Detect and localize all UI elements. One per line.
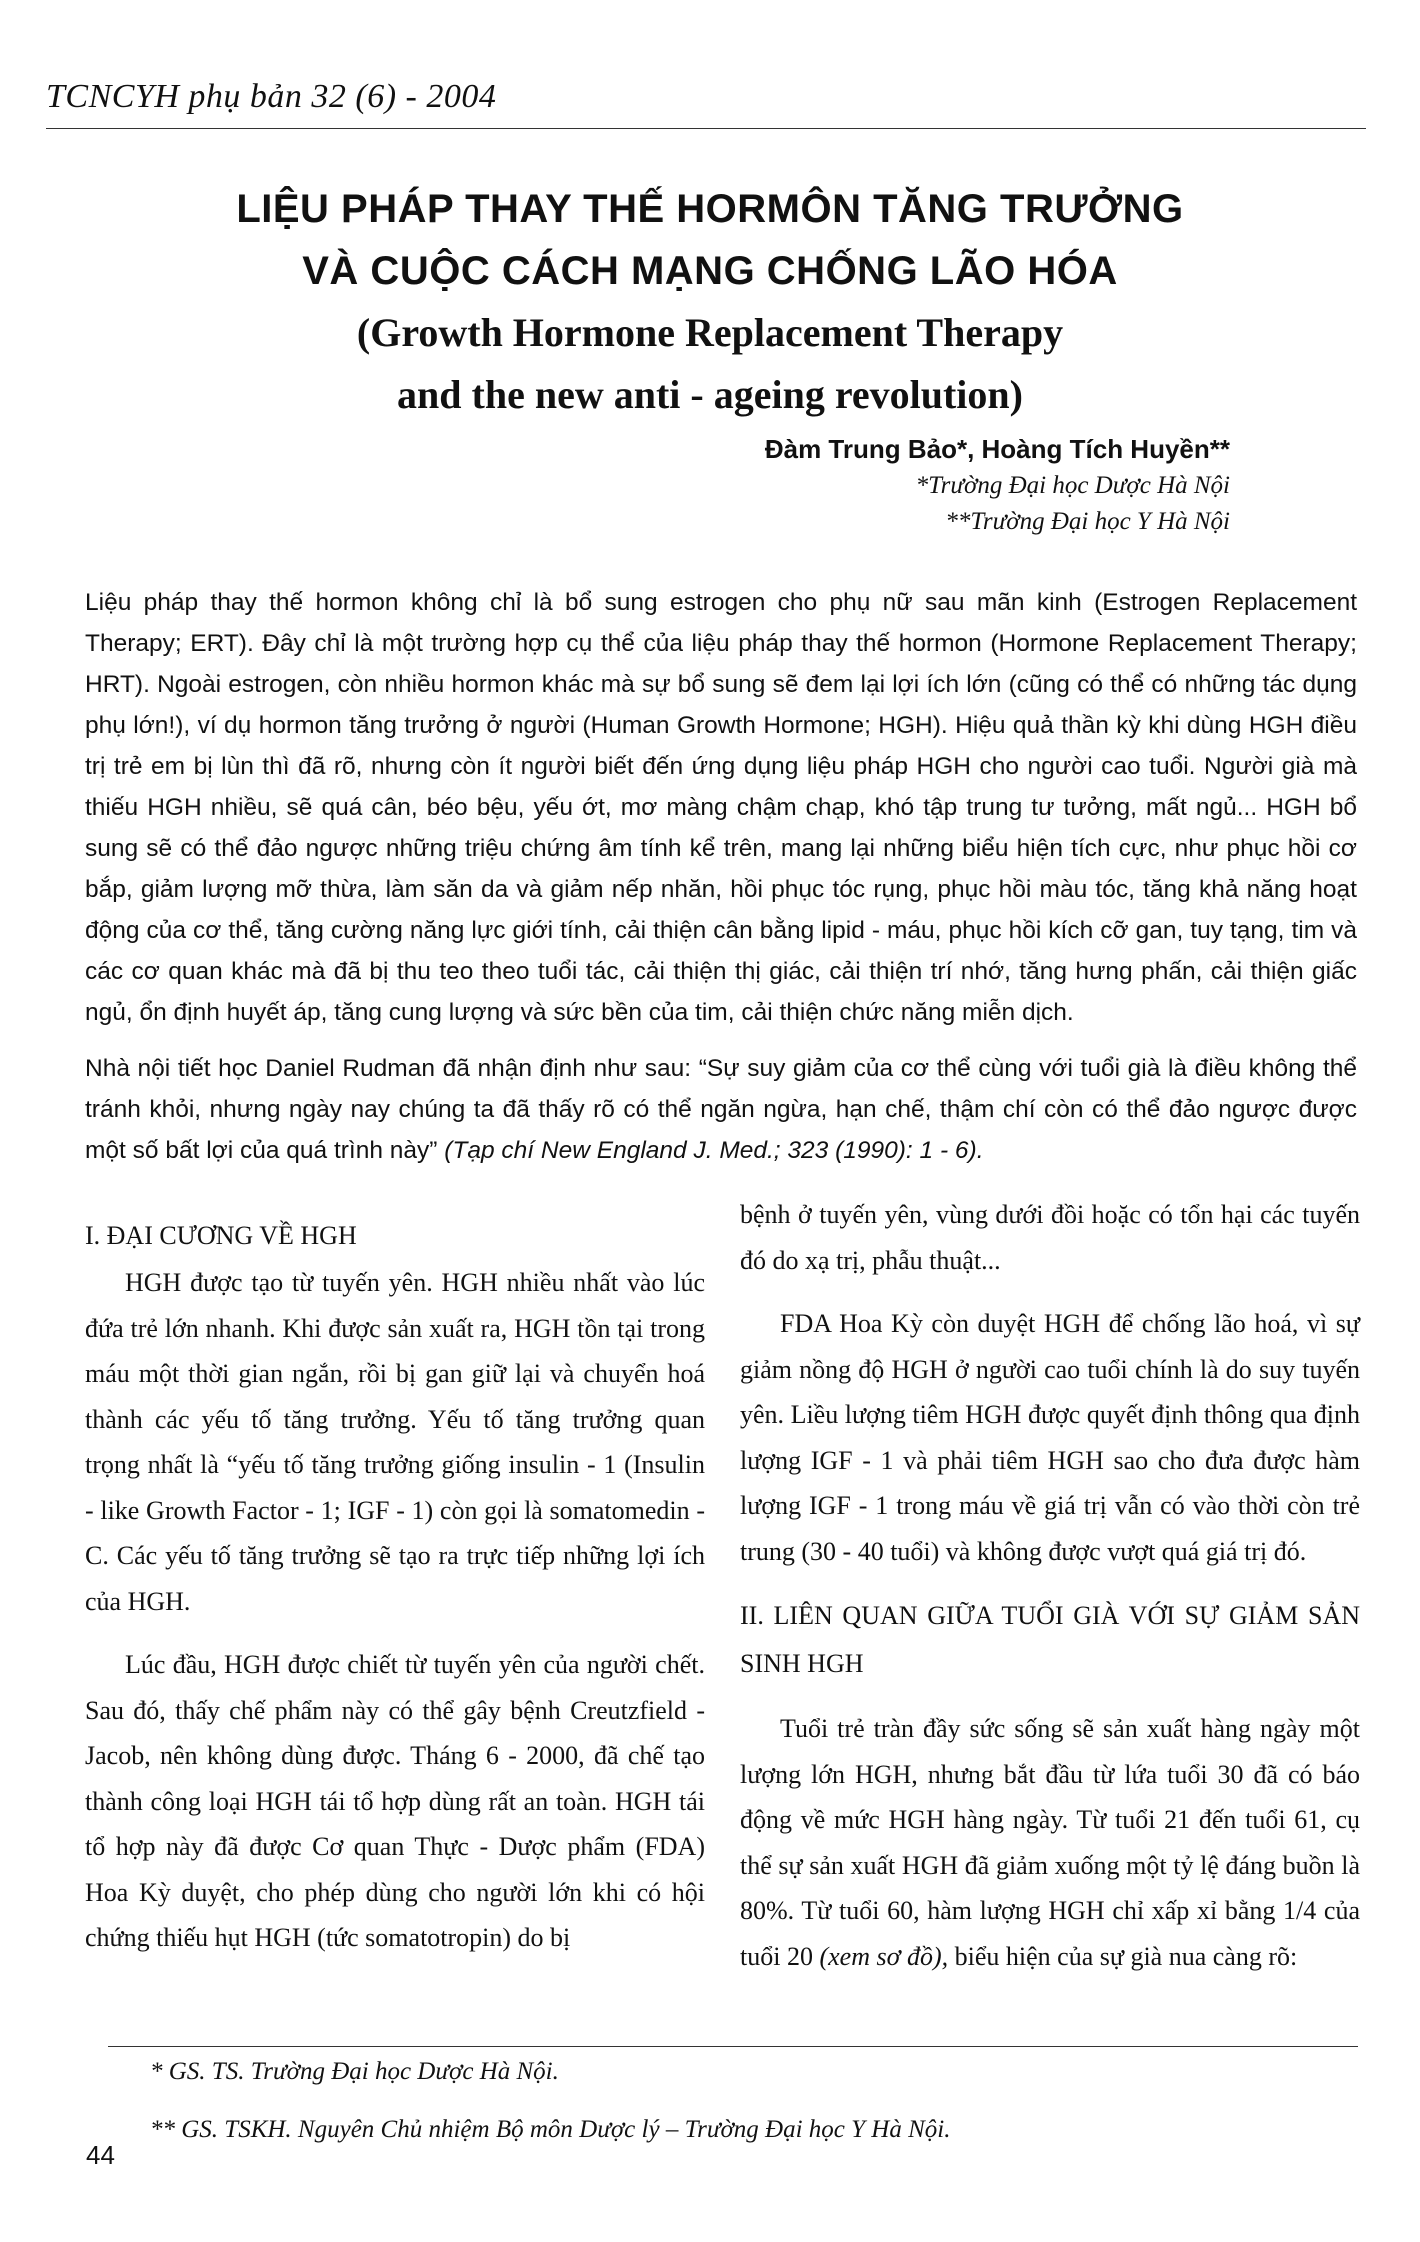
running-head: TCNCYH phụ bản 32 (6) - 2004 bbox=[46, 78, 497, 115]
abstract-paragraph-1: Liệu pháp thay thế hormon không chỉ là bổ sung estrogen cho phụ nữ sau mãn kinh (Estrogen Replacement Therapy; ERT). Đây chỉ là một trường hợp cụ thể của liệu pháp thay thế hormon (Hormone Replacement Therapy; HRT). Ngoài estrogen, còn nhiều hormon khác mà sự bổ sung sẽ đem lại lợi ích lớn (cũng có thể có những tác dụng phụ lớn!), ví dụ hormon tăng trưởng ở người (Human Growth Hormone; HGH). Hiệu quả thần kỳ khi dùng HGH điều trị trẻ em bị lùn thì đã rõ, nhưng còn ít người biết đến ứng dụng liệu pháp HGH cho người cao tuổi. Người già mà thiếu HGH nhiều, sẽ quá cân, béo bệu, yếu ớt, mơ màng chậm chạp, khó tập trung tư tưởng, mất ngủ... HGH bổ sung sẽ có thể đảo ngược những triệu chứng âm tính kể trên, mang lại những biểu hiện tích cực, như phục hồi cơ bắp, giảm lượng mỡ thừa, làm săn da và giảm nếp nhăn, hồi phục tóc rụng, phục hồi màu tóc, tăng khả năng hoạt động của cơ thể, tăng cường năng lực giới tính, cải thiện cân bằng lipid - máu, phục hồi kích cỡ gan, tuy tạng, tim và các cơ quan khác mà đã bị thu teo theo tuổi tác, cải thiện thị giác, cải thiện trí nhớ, tăng hưng phấn, cải thiện giấc ngủ, ổn định huyết áp, tăng cung lượng và sức bền của tim, cải thiện chức năng miễn dịch. bbox=[85, 589, 1357, 1026]
abstract bbox=[85, 582, 1357, 1171]
author-block bbox=[765, 430, 1230, 540]
left-column bbox=[85, 1212, 705, 1961]
right-paragraph-0: bệnh ở tuyến yên, vùng dưới đồi hoặc có tổn hại các tuyến đó do xạ trị, phẫu thuật... bbox=[740, 1200, 1360, 1275]
header-rule bbox=[46, 128, 1366, 129]
right-paragraph-2 bbox=[740, 1706, 1360, 1979]
title-vn-line-1: LIỆU PHÁP THAY THẾ HORMÔN TĂNG TRƯỞNG bbox=[236, 187, 1184, 231]
right-paragraph-2-text: Tuổi trẻ tràn đầy sức sống sẽ sản xuất hàng ngày một lượng lớn HGH, nhưng bắt đầu từ lứa tuổi 30 đã có báo động về mức HGH hàng ngày. Từ tuổi 21 đến tuổi 61, cụ thể sự sản xuất HGH đã giảm xuống một tỷ lệ đáng buồn là 80%. Từ tuổi 60, hàm lượng HGH chỉ xấp xỉ bằng 1/4 của tuổi 20 bbox=[740, 1714, 1360, 1971]
title-en-line-1: (Growth Hormone Replacement Therapy bbox=[356, 310, 1064, 355]
author-names: Đàm Trung Bảo*, Hoàng Tích Huyền** bbox=[764, 434, 1230, 464]
abstract-quote: Nhà nội tiết học Daniel Rudman đã nhận định như sau: “Sự suy giảm của cơ thể cùng với tuổi già là điều không thể tránh khỏi, nhưng ngày nay chúng ta đã thấy rõ có thể ngăn ngừa, hạn chế, thậm chí còn có thể đảo ngược được một số bất lợi của quá trình này” bbox=[85, 1055, 1357, 1164]
affiliation-2: **Trường Đại học Y Hà Nội bbox=[945, 508, 1230, 535]
article-title bbox=[0, 178, 1420, 426]
left-paragraph-1: HGH được tạo từ tuyến yên. HGH nhiều nhất vào lúc đứa trẻ lớn nhanh. Khi được sản xuất ra, HGH tồn tại trong máu một thời gian ngắn, rồi bị gan giữ lại và chuyển hoá thành các yếu tố tăng trưởng. Yếu tố tăng trưởng quan trọng nhất là “yếu tố tăng trưởng giống insulin - 1 (Insulin - like Growth Factor - 1; IGF - 1) còn gọi là somatomedin - C. Các yếu tố tăng trưởng sẽ tạo ra trực tiếp những lợi ích của HGH. bbox=[85, 1268, 705, 1616]
diagram-reference: (xem sơ đồ), bbox=[819, 1941, 949, 1971]
footnote-2: ** GS. TSKH. Nguyên Chủ nhiệm Bộ môn Dược lý – Trường Đại học Y Hà Nội. bbox=[150, 2116, 951, 2143]
section-heading-2: II. LIÊN QUAN GIỮA TUỔI GIÀ VỚI SỰ GIẢM SẢN SINH HGH bbox=[740, 1601, 1360, 1678]
title-vn-line-2: VÀ CUỘC CÁCH MẠNG CHỐNG LÃO HÓA bbox=[302, 249, 1118, 293]
abstract-citation: (Tạp chí New England J. Med.; 323 (1990): 1 - 6). bbox=[444, 1137, 984, 1164]
title-en-line-2: and the new anti - ageing revolution) bbox=[397, 372, 1023, 417]
section-heading-1: I. ĐẠI CƯƠNG VỀ HGH bbox=[85, 1221, 357, 1250]
right-column bbox=[740, 1192, 1360, 1979]
footnote-rule bbox=[108, 2046, 1358, 2047]
abstract-paragraph-2 bbox=[85, 1048, 1357, 1171]
right-paragraph-2-end: biểu hiện của sự già nua càng rõ: bbox=[948, 1941, 1298, 1971]
footnote-1: * GS. TS. Trường Đại học Dược Hà Nội. bbox=[150, 2058, 559, 2085]
left-paragraph-2: Lúc đầu, HGH được chiết từ tuyến yên của người chết. Sau đó, thấy chế phẩm này có thể gây bệnh Creutzfield - Jacob, nên không dùng được. Tháng 6 - 2000, đã chế tạo thành công loại HGH tái tổ hợp dùng rất an toàn. HGH tái tổ hợp này đã được Cơ quan Thực - Dược phẩm (FDA) Hoa Kỳ duyệt, cho phép dùng cho người lớn khi có hội chứng thiếu hụt HGH (tức somatotropin) do bị bbox=[85, 1650, 705, 1952]
affiliation-1: *Trường Đại học Dược Hà Nội bbox=[915, 472, 1230, 499]
page-number: 44 bbox=[86, 2140, 115, 2170]
right-paragraph-1: FDA Hoa Kỳ còn duyệt HGH để chống lão hoá, vì sự giảm nồng độ HGH ở người cao tuổi chính là do suy tuyến yên. Liều lượng tiêm HGH được quyết định thông qua định lượng IGF - 1 và phải tiêm HGH sao cho đưa được hàm lượng IGF - 1 trong máu về giá trị vẫn có vào thời còn trẻ trung (30 - 40 tuổi) và không được vượt quá giá trị đó. bbox=[740, 1309, 1360, 1566]
